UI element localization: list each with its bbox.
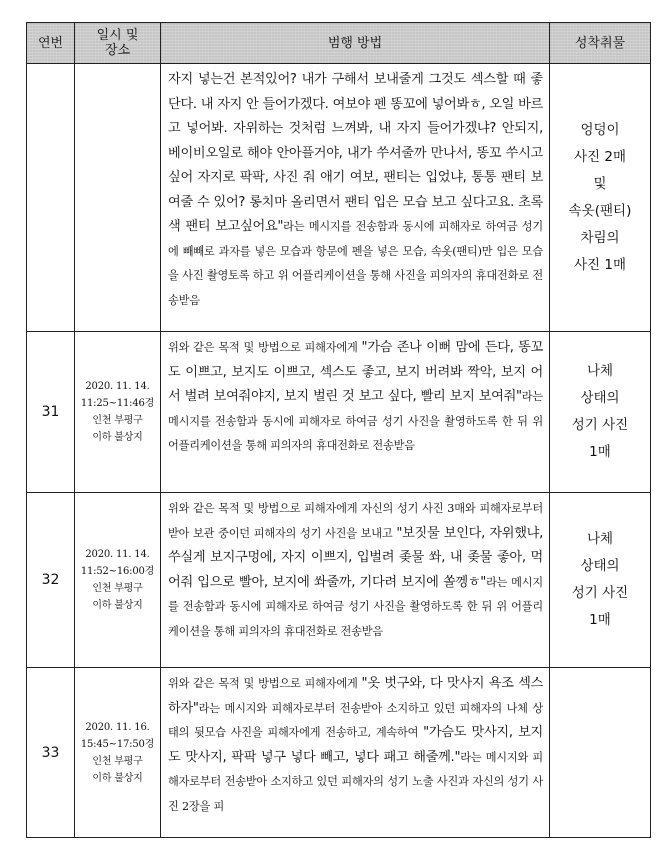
method-text: 라는 메시지와 피해자로부터 전송받아 소지하고 있던 피해자의 성기 노출 사진과 자신의 성기 사진 2장을 피 <box>168 750 544 813</box>
table-row <box>27 668 651 838</box>
table-header <box>27 23 651 64</box>
result-line: 1매 <box>589 444 611 460</box>
method-quote: 자지 넣는건 본적있어? 내가 구해서 보내줄게 그것도 섹스할 때 좋단다. 내 자지 안 들어가겠다. 여보야 펜 똥꼬에 넣어봐ㅎ, 오일 바르고 넣어봐. 자위하는 것처럼 느껴봐, 내 자지 들어가겠냐? 안되지, 베이비오일로 해야 안아플거야, 내가 쑤셔줄까 만나서, 똥꼬 쑤시고 싶어 자지로 팍팍, 사진 줘 애기 여보, 팬티는 입었냐, 통통 팬티 보여줄 수 있어? 롱치마 올리면서 팬티 입은 모습 보고 싶다고요. 초록색 팬티 보고싶어요" <box>168 72 543 234</box>
row-method <box>161 64 550 332</box>
header-method: 범행 방법 <box>161 23 550 64</box>
row-time: 11:25~11:46경 <box>80 398 155 409</box>
result-line: 상태의 <box>580 558 620 574</box>
row-time: 11:52~16:00경 <box>80 566 155 577</box>
row-place: 인천 부평구 <box>92 583 143 594</box>
row-method <box>161 668 550 838</box>
result-line: 성기 사진 <box>571 585 629 601</box>
row-date-place <box>75 493 161 668</box>
result-line: 사진 2매 <box>573 148 626 165</box>
method-text: 위와 같은 목적 및 방법으로 피해자에게 <box>168 341 362 354</box>
result-line: 상태의 <box>580 390 620 406</box>
header-when <box>75 23 161 64</box>
row-result <box>550 64 651 332</box>
row-result <box>550 332 651 493</box>
result-line: 1매 <box>589 612 611 628</box>
row-number <box>27 64 75 332</box>
row-place: 인천 부평구 <box>92 755 143 767</box>
method-text: 라는 메시지를 전송함과 동시에 피해자로 하여금 성기에 빼빼로 과자를 넣은 모습과 항문에 펜을 넣은 모습, 속옷(팬티)만 입은 모습을 사진 촬영토록 하고 위 어플리케이션을 통해 사진을 피의자의 휴대전화로 전송받음 <box>168 220 543 307</box>
row-date-place <box>75 332 161 493</box>
row-place-detail: 이하 불상지 <box>92 772 143 784</box>
method-text: 라는 메시지를 전송함과 동시에 피해자로 하여금 성기 사진을 촬영하도록 한 뒤 위 어플리케이션을 통해 피의자의 휴대전화로 전송받음 <box>168 390 543 452</box>
table-row <box>27 493 651 668</box>
row-number: 31 <box>27 332 75 493</box>
row-date-place <box>75 64 161 332</box>
result-line: 나체 <box>586 363 614 379</box>
method-text: 위와 같은 목적 및 방법으로 피해자에게 자신의 성기 사진 3매와 피해자로부터 받아 보관 중이던 피해자의 성기 사진을 보내고 <box>168 502 543 540</box>
row-place-detail: 이하 불상지 <box>92 432 143 443</box>
row-date: 2020. 11. 14. <box>85 381 150 392</box>
result-line: 사진 1매 <box>573 256 626 273</box>
row-place: 인천 부평구 <box>92 415 143 426</box>
result-line: 및 <box>593 175 607 192</box>
document-page <box>26 22 650 838</box>
method-text: 라는 메시지를 전송함과 동시에 피해자로 하여금 성기 사진을 촬영하도록 한 뒤 위 어플리케이션을 통해 피의자의 휴대전화로 전송받음 <box>168 575 543 638</box>
result-line: 차림의 <box>580 229 620 246</box>
result-line: 속옷(팬티) <box>568 202 632 219</box>
method-quote: "가슴 존나 이뻐 맘에 든다, 똥꼬도 이쁘고, 보지도 이쁘고, 섹스도 좋고, 보지 버려봐 짝악, 보지 어서 벌려 보여줘야지, 보지 벌린 것 보고 싶다, 빨리 보지 보여줘" <box>168 340 544 404</box>
header-when-line1: 일시 및 <box>96 28 139 43</box>
header-when-line2: 장소 <box>104 43 131 58</box>
row-number: 32 <box>27 493 75 668</box>
method-text: 라는 메시지와 피해자로부터 전송받아 소지하고 있던 피해자의 나체 상태의 뒷모습 사진을 피해자에게 전송하고, 계속하여 <box>168 701 543 739</box>
row-result <box>550 668 651 838</box>
header-no: 연번 <box>27 23 75 64</box>
result-line: 성기 사진 <box>571 417 629 433</box>
row-number: 33 <box>27 668 75 838</box>
header-result: 성착취물 <box>550 23 651 64</box>
method-quote: "가슴도 맛사지, 보지도 맛사지, 팍팍 넣구 넣다 빼고, 넣다 패고 해줄께." <box>168 725 543 765</box>
result-line: 엉덩이 <box>580 121 620 138</box>
row-method <box>161 332 550 493</box>
row-date-place <box>75 668 161 838</box>
row-time: 15:45~17:50경 <box>80 738 155 750</box>
method-text: 위와 같은 목적 및 방법으로 피해자에게 <box>168 677 362 690</box>
table-row <box>27 332 651 493</box>
crime-list-table <box>26 22 651 838</box>
row-date: 2020. 11. 14. <box>85 549 150 560</box>
row-result <box>550 493 651 668</box>
method-quote: "보짓물 보인다, 자위했냐, 쑤실게 보지구멍에, 자지 이쁘지, 입벌려 좆물 쏴, 내 좆물 좋아, 먹어줘 입으로 빨아, 보지에 쏴줄까, 기다려 보지에 쏠껭ㅎ" <box>168 525 543 590</box>
row-place-detail: 이하 불상지 <box>92 600 143 611</box>
row-date: 2020. 11. 16. <box>85 721 150 733</box>
method-quote: "옷 벗구와, 다 맛사지 욕조 섹스하자" <box>168 676 544 716</box>
table-row <box>27 64 651 332</box>
result-line: 나체 <box>586 531 614 547</box>
row-method <box>161 493 550 668</box>
